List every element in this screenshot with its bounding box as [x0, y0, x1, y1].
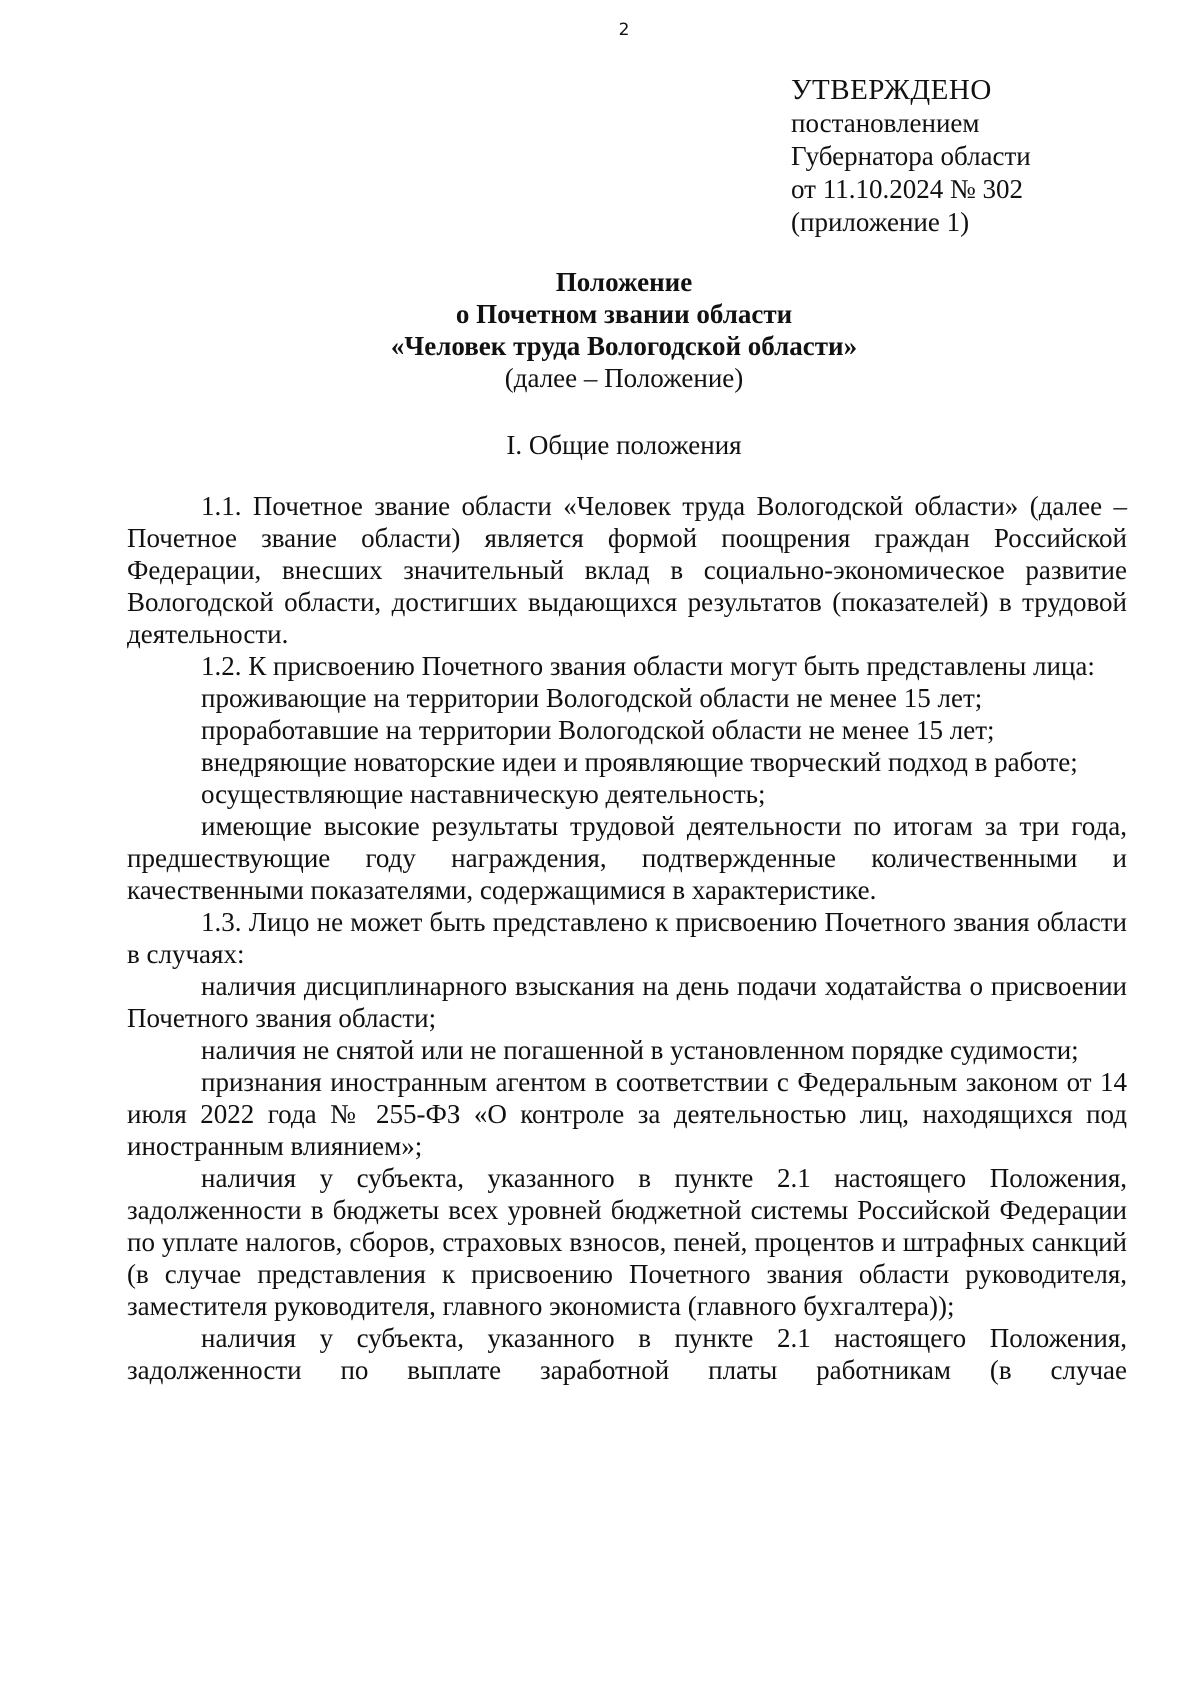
approval-stamp [791, 74, 1031, 239]
paragraph: 1.2. К присвоению Почетного звания области могут быть представлены лица: [201, 651, 1095, 681]
approval-line: Губернатора области [791, 141, 1031, 171]
list-item: признания иностранным агентом в соответствии с Федеральным законом от 14 июля 2022 года № 255-ФЗ «О контроле за деятельностью лиц, находящихся под иностранным влиянием»; [127, 1067, 1127, 1161]
title-subline: (далее – Положение) [504, 363, 744, 393]
title-line: «Человек труда Вологодской области» [390, 331, 858, 361]
list-item: проживающие на территории Вологодской области не менее 15 лет; [201, 683, 983, 713]
paragraph: 1.3. Лицо не может быть представлено к присвоению Почетного звания области в случаях: [127, 907, 1127, 969]
paragraph: 1.1. Почетное звание области «Человек труда Вологодской области» (далее – Почетное звание области) является формой поощрения граждан Российской Федерации, внесших значительный вклад в социально-экономическое развитие Вологодской области, достигших выдающихся результатов (показателей) в трудовой деятельности. [127, 491, 1127, 649]
document-body [127, 490, 1127, 1386]
title-line: о Почетном звании области [455, 299, 793, 329]
approval-line: постановлением [791, 108, 980, 138]
approval-line: (приложение 1) [791, 207, 970, 237]
page-number: 2 [618, 20, 630, 40]
section-heading: I. Общие положения [506, 430, 742, 460]
list-item: внедряющие новаторские идеи и проявляющие творческий подход в работе; [201, 747, 1078, 777]
document-title [0, 266, 1200, 394]
list-item: имеющие высокие результаты трудовой деятельности по итогам за три года, предшествующие году награждения, подтвержденные количественными и качественными показателями, содержащимися в характеристике. [127, 811, 1127, 905]
list-item: наличия дисциплинарного взыскания на день подачи ходатайства о присвоении Почетного звания области; [127, 971, 1127, 1033]
list-item: наличия у субъекта, указанного в пункте 2.1 настоящего Положения, задолженности в бюджеты всех уровней бюджетной системы Российской Федерации по уплате налогов, сборов, страховых взносов, пеней, процентов и штрафных санкций (в случае представления к присвоению Почетного звания области руководителя, заместителя руководителя, главного экономиста (главного бухгалтера)); [127, 1163, 1127, 1321]
approval-heading: УТВЕРЖДЕНО [791, 74, 992, 106]
title-line: Положение [555, 267, 693, 297]
list-item: наличия у субъекта, указанного в пункте 2.1 настоящего Положения, задолженности по выплате заработной платы работникам (в случае [127, 1323, 1127, 1385]
list-item: проработавшие на территории Вологодской области не менее 15 лет; [201, 715, 995, 745]
list-item: наличия не снятой или не погашенной в установленном порядке судимости; [201, 1035, 1079, 1065]
list-item: осуществляющие наставническую деятельность; [201, 779, 766, 809]
approval-line: от 11.10.2024 № 302 [791, 174, 1023, 204]
